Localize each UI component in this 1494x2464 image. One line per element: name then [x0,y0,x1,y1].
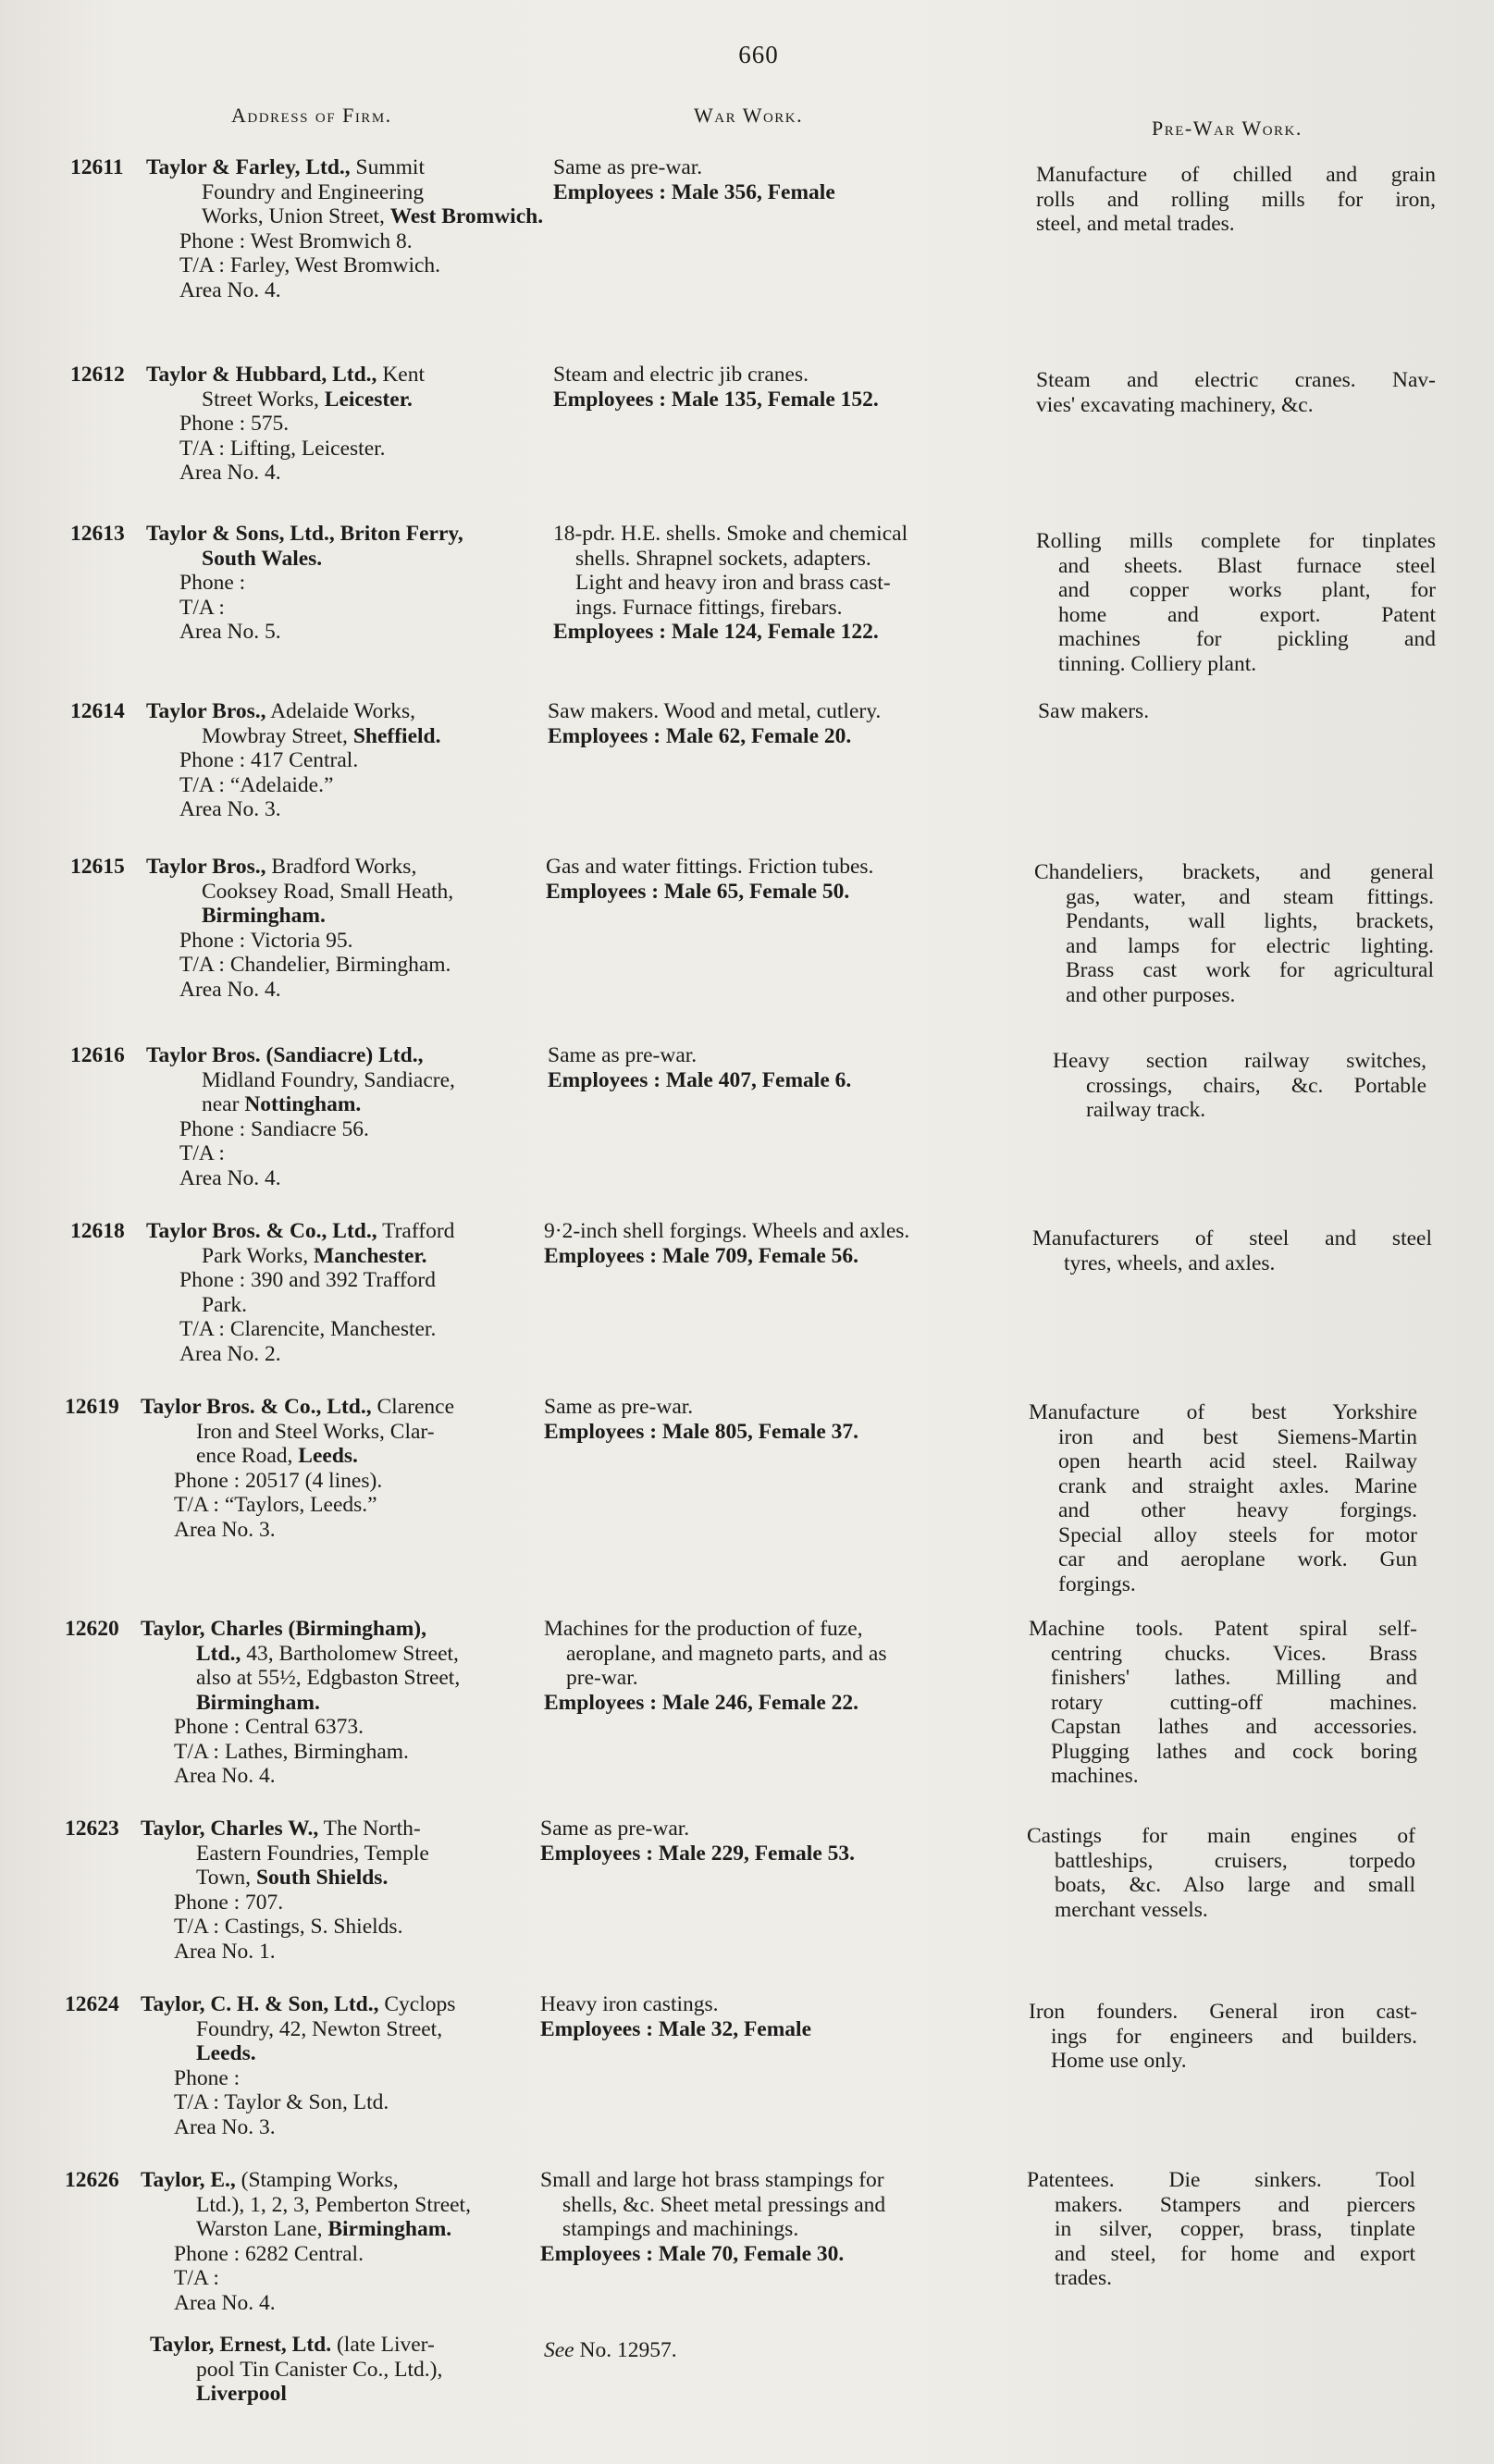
firm-name: Taylor, Ernest, Ltd. [150,2333,332,2357]
employees: Employees : Male 709, Female 56. [544,1243,859,1268]
address-town: Birmingham. [327,2217,452,2241]
prewar-text: crossings, chairs, &c. Portable [1086,1073,1426,1098]
prewar-text: ings for engineers and builders. [1051,2024,1417,2049]
prewar-text: Heavy section railway switches, [1053,1049,1426,1073]
address-town: South Wales. [202,546,323,571]
address-town: Birmingham. [196,1690,320,1715]
entry-number: 12624 [65,1992,119,2016]
war-work-text: Small and large hot brass stampings for [540,2168,884,2192]
address-text: Mowbray Street, [202,723,348,748]
prewar-text: Pendants, wall lights, brackets, [1066,909,1434,933]
employees: Employees : Male 805, Female 37. [544,1419,859,1444]
prewar-text: and steel, for home and export [1055,2241,1415,2266]
war-work-text: stampings and machinings. [562,2217,799,2241]
telegraphic-address: T/A : [179,1141,225,1165]
address-text: also at 55½, Edgbaston Street, [196,1666,461,1690]
phone: Phone : West Bromwich 8. [179,228,413,253]
prewar-text: Manufacturers of steel and steel [1032,1226,1432,1250]
prewar-text: steel, and metal trades. [1036,212,1235,236]
address-text: The North- [323,1817,421,1841]
phone: Phone : 575. [179,412,290,436]
address-text: (Stamping Works, [241,2168,399,2192]
firm-name: Taylor, Charles (Birmingham), [141,1617,426,1641]
prewar-text: Plugging lathes and cock boring [1051,1739,1417,1764]
war-work-text: Heavy iron castings. [540,1992,719,2016]
address-town: Birmingham. [202,904,326,928]
address-text: Clarence [377,1395,455,1419]
employees: Employees : Male 65, Female 50. [546,879,850,904]
firm-name: Taylor, E., [141,2168,236,2192]
war-work-text: 9·2-inch shell forgings. Wheels and axles. [544,1219,910,1243]
address-town: Nottingham. [244,1092,362,1116]
entry-number: 12613 [70,522,125,546]
address-text: Foundry, 42, Newton Street, [196,2016,443,2041]
employees: Employees : Male 135, Female 152. [553,387,879,412]
address-town: South Shields. [255,1866,389,1890]
prewar-text: Iron founders. General iron cast- [1029,2000,1417,2024]
address-town: Manchester. [314,1243,427,1268]
prewar-text: Rolling mills complete for tinplates [1036,529,1436,553]
header-prewar-work: Pre-War Work. [1152,117,1303,140]
address-text: Works, Union Street, [202,204,385,228]
phone: Phone : 20517 (4 lines). [174,1468,383,1493]
address-text: pool Tin Canister Co., Ltd.), [196,2357,443,2382]
entry-number: 12620 [65,1617,119,1641]
war-work-text: Same as pre-war. [553,155,703,179]
entry-number: 12612 [70,363,125,387]
area-number: Area No. 5. [179,620,281,644]
war-work-text: shells. Shrapnel sockets, adapters. [575,546,871,571]
war-work-text: Gas and water fittings. Friction tubes. [546,855,874,879]
telegraphic-address: T/A : Farley, West Bromwich. [179,253,441,277]
entry-number: 12618 [70,1219,125,1243]
prewar-text: and other purposes. [1066,982,1236,1007]
telegraphic-address: T/A : Castings, S. Shields. [174,1915,403,1939]
prewar-text: machines for pickling and [1058,627,1436,651]
war-work-text: shells, &c. Sheet metal pressings and [562,2192,886,2217]
see-reference: No. 12957. [579,2338,677,2362]
prewar-text: Chandeliers, brackets, and general [1034,860,1434,884]
address-text: Trafford [382,1219,455,1243]
prewar-text: Special alloy steels for motor [1058,1522,1417,1547]
war-work-text: Saw makers. Wood and metal, cutlery. [548,699,882,723]
phone: Phone : [179,571,246,595]
phone: Phone : 6282 Central. [174,2241,364,2266]
area-number: Area No. 3. [179,797,281,821]
telegraphic-address: T/A : [179,595,225,620]
prewar-text: and copper works plant, for [1058,578,1436,602]
firm-name: Taylor Bros. (Sandiacre) Ltd., [146,1043,424,1067]
prewar-text: rotary cutting-off machines. [1051,1690,1417,1715]
address-text: Iron and Steel Works, Clar- [196,1419,435,1444]
address-town: Leeds. [196,2041,256,2065]
address-text: Foundry and Engineering [202,179,425,204]
telegraphic-address: T/A : [174,2266,219,2290]
prewar-text: and other heavy forgings. [1058,1498,1417,1522]
prewar-text: Home use only. [1051,2049,1187,2073]
prewar-text: railway track. [1086,1098,1206,1122]
phone: Phone : 390 and 392 Trafford [179,1268,436,1292]
prewar-text: open hearth acid steel. Railway [1058,1449,1417,1473]
employees: Employees : Male 356, Female [553,179,835,204]
prewar-text: makers. Stampers and piercers [1055,2192,1415,2217]
telegraphic-address: T/A : “Taylors, Leeds.” [174,1493,377,1517]
prewar-text: Capstan lathes and accessories. [1051,1715,1417,1739]
prewar-text: home and export. Patent [1058,602,1436,627]
war-work-text: Same as pre-war. [548,1043,698,1067]
telegraphic-address: T/A : Chandelier, Birmingham. [179,953,451,977]
prewar-text: Brass cast work for agricultural [1066,958,1434,982]
prewar-text: Castings for main engines of [1027,1824,1415,1848]
prewar-text: in silver, copper, brass, tinplate [1055,2217,1415,2241]
prewar-text: car and aeroplane work. Gun [1058,1547,1417,1571]
address-text: Town, [196,1866,252,1890]
war-work-text: Machines for the production of fuze, [544,1617,863,1641]
entry-number: 12626 [65,2168,119,2192]
address-text: Cyclops [384,1992,456,2016]
area-number: Area No. 4. [179,277,281,302]
prewar-text: tyres, wheels, and axles. [1064,1250,1276,1275]
war-work-text: Light and heavy iron and brass cast- [575,571,891,595]
address-text: Midland Foundry, Sandiacre, [202,1067,455,1092]
war-work-text: 18-pdr. H.E. shells. Smoke and chemical [553,522,908,546]
header-address: Address of Firm. [231,104,392,127]
area-number: Area No. 4. [174,2290,276,2315]
area-number: Area No. 1. [174,1939,276,1964]
prewar-text: and lamps for electric lighting. [1066,933,1434,958]
area-number: Area No. 4. [179,461,281,485]
address-text: Cooksey Road, Small Heath, [202,879,454,904]
prewar-text: finishers' lathes. Milling and [1051,1666,1417,1690]
page-number: 660 [738,41,779,68]
telegraphic-address: T/A : Lathes, Birmingham. [174,1739,409,1764]
address-town: Leicester. [324,387,413,412]
prewar-text: Manufacture of best Yorkshire [1029,1400,1417,1424]
prewar-text: Steam and electric cranes. Nav- [1036,368,1436,392]
war-work-text: pre-war. [566,1666,638,1690]
prewar-text: trades. [1055,2266,1112,2290]
entry-number: 12611 [70,155,124,179]
address-text: near [202,1092,240,1116]
prewar-text: gas, water, and steam fittings. [1066,884,1434,909]
prewar-text: and sheets. Blast furnace steel [1058,553,1436,578]
firm-name: Taylor Bros., [146,699,266,723]
address-text: ence Road, [196,1444,293,1468]
firm-name: Taylor & Sons, Ltd., Briton Ferry, [146,522,463,546]
prewar-text: boats, &c. Also large and small [1055,1873,1415,1897]
firm-name: Taylor Bros. & Co., Ltd., [141,1395,372,1419]
entry-number: 12616 [70,1043,125,1067]
area-number: Area No. 4. [174,1764,276,1788]
firm-name: Taylor & Hubbard, Ltd., [146,363,377,387]
prewar-text: merchant vessels. [1055,1897,1208,1922]
address-town: Leeds. [298,1444,358,1468]
area-number: Area No. 4. [179,977,281,1002]
address-text: Bradford Works, [271,855,417,879]
entry-number: 12623 [65,1817,119,1841]
address-town: West Bromwich. [389,204,544,228]
area-number: Area No. 2. [179,1341,281,1366]
employees: Employees : Male 70, Female 30. [540,2241,845,2266]
telegraphic-address: T/A : Clarencite, Manchester. [179,1317,437,1341]
firm-name: Taylor Bros. & Co., Ltd., [146,1219,377,1243]
address-text: Eastern Foundries, Temple [196,1841,429,1866]
prewar-text: vies' excavating machinery, &c. [1036,392,1314,417]
address-text: Summit [355,155,425,179]
firm-name: Taylor, C. H. & Son, Ltd., [141,1992,379,2016]
address-town: Sheffield. [352,723,441,748]
firm-name: Taylor Bros., [146,855,266,879]
war-work-text: Same as pre-war. [540,1817,690,1841]
employees: Employees : Male 229, Female 53. [540,1841,856,1866]
address-text: Street Works, [202,387,319,412]
entry-number: 12619 [65,1395,119,1419]
phone: Phone : [174,2065,241,2090]
phone: Phone : Central 6373. [174,1715,364,1739]
prewar-text: forgings. [1058,1571,1136,1596]
prewar-text: machines. [1051,1764,1139,1788]
address-town: Liverpool [196,2382,287,2406]
prewar-text: Machine tools. Patent spiral self- [1029,1617,1417,1641]
firm-name: Taylor, Charles W., [141,1817,319,1841]
prewar-text: rolls and rolling mills for iron, [1036,187,1436,212]
prewar-text: iron and best Siemens-Martin [1058,1424,1417,1449]
entry-number: 12614 [70,699,125,723]
prewar-text: crank and straight axles. Marine [1058,1473,1417,1498]
telegraphic-address: T/A : Lifting, Leicester. [179,436,386,461]
area-number: Area No. 4. [179,1165,281,1190]
war-work-text: aeroplane, and magneto parts, and as [566,1641,887,1666]
employees: Employees : Male 124, Female 122. [553,620,879,644]
header-war-work: War Work. [694,104,804,127]
phone: Phone : 707. [174,1890,284,1915]
address-text: Warston Lane, [196,2217,323,2241]
war-work-text: ings. Furnace fittings, firebars. [575,595,843,620]
employees: Employees : Male 32, Female [540,2016,812,2041]
phone-continued: Park. [202,1292,247,1317]
address-text: 43, Bartholomew Street, [246,1641,459,1666]
prewar-text: tinning. Colliery plant. [1058,651,1257,676]
prewar-text: battleships, cruisers, torpedo [1055,1848,1415,1873]
address-text: Ltd.), 1, 2, 3, Pemberton Street, [196,2192,471,2217]
war-work-text: Same as pre-war. [544,1395,694,1419]
address-text: Kent [382,363,425,387]
employees: Employees : Male 246, Female 22. [544,1690,859,1715]
prewar-text: Manufacture of chilled and grain [1036,163,1436,187]
entry-number: 12615 [70,855,125,879]
address-text: Park Works, [202,1243,309,1268]
phone: Phone : 417 Central. [179,748,359,772]
see-reference-label: See [544,2338,574,2362]
employees: Employees : Male 62, Female 20. [548,723,852,748]
war-work-text: Steam and electric jib cranes. [553,363,809,387]
phone: Phone : Victoria 95. [179,928,353,953]
prewar-text: Saw makers. [1038,699,1150,723]
employees: Employees : Male 407, Female 6. [548,1067,852,1092]
telegraphic-address: T/A : “Adelaide.” [179,772,334,797]
prewar-text: centring chucks. Vices. Brass [1051,1641,1417,1666]
address-text: Adelaide Works, [270,699,416,723]
area-number: Area No. 3. [174,1517,276,1542]
area-number: Area No. 3. [174,2114,276,2139]
firm-name: Taylor & Farley, Ltd., [146,155,351,179]
address-text: Ltd., [196,1641,241,1666]
address-text: (late Liver- [336,2333,435,2357]
prewar-text: Patentees. Die sinkers. Tool [1027,2168,1415,2192]
telegraphic-address: T/A : Taylor & Son, Ltd. [174,2090,389,2114]
phone: Phone : Sandiacre 56. [179,1116,369,1141]
